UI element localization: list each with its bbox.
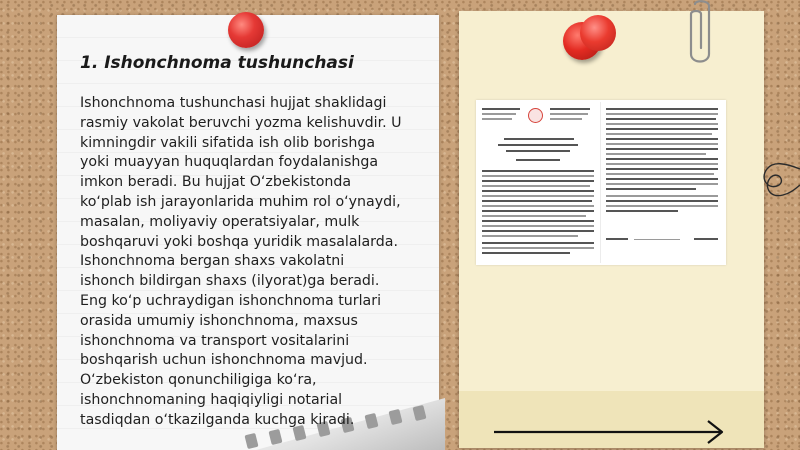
body-line: Ishonchnoma bergan shaxs vakolatni (80, 253, 345, 270)
body-line: ko‘plab ish jarayonlarida muhim rol o‘ynaydi, (80, 193, 401, 210)
body-line: Ishonchnoma tushunchasi hujjat shaklidagi (80, 95, 387, 111)
arrow-right-icon (492, 418, 728, 446)
body-line: orasida umumiy ishonchnoma, maxsus (80, 312, 358, 329)
document-page-left (476, 102, 601, 263)
document-image (476, 100, 726, 265)
body-line: masalan, moliyaviy operatsiyalar, mulk (80, 213, 360, 230)
pushpin-icon (580, 15, 616, 51)
body-line: kimningdir vakili sifatida ish olib borishga (80, 134, 376, 151)
body-line: yoki muayyan huquqlardan foydalanishga (80, 154, 379, 171)
body-line: O‘zbekiston qonunchiligiga ko‘ra, (80, 372, 317, 389)
body-line: ishonchnomaning haqiqiyligi notarial (80, 391, 343, 408)
pushpin-icon (228, 12, 264, 48)
paperclip-icon (685, 0, 715, 66)
doodle-loop (755, 155, 800, 215)
body-line: ishonch bildirgan shaxs (ilyorat)ga beradi. (80, 273, 380, 290)
body-paragraph (80, 94, 430, 431)
body-line: imkon beradi. Bu hujjat O‘zbekistonda (80, 174, 352, 191)
seal-icon (528, 108, 543, 123)
body-line: boshqarish uchun ishonchnoma mavjud. (80, 352, 368, 369)
document-page-right (602, 102, 726, 263)
body-line: tasdiqdan o‘tkazilganda kuchga kiradi. (80, 411, 355, 428)
body-line: rasmiy vakolat beruvchi yozma kelishuvdir. U (80, 114, 402, 131)
body-line: ishonchnoma va transport vositalarini (80, 332, 350, 349)
section-heading: 1. Ishonchnoma tushunchasi (80, 53, 354, 73)
body-line: boshqaruvi yoki boshqa yuridik masalalarda. (80, 233, 398, 250)
body-line: Eng ko‘p uchraydigan ishonchnoma turlari (80, 292, 382, 309)
